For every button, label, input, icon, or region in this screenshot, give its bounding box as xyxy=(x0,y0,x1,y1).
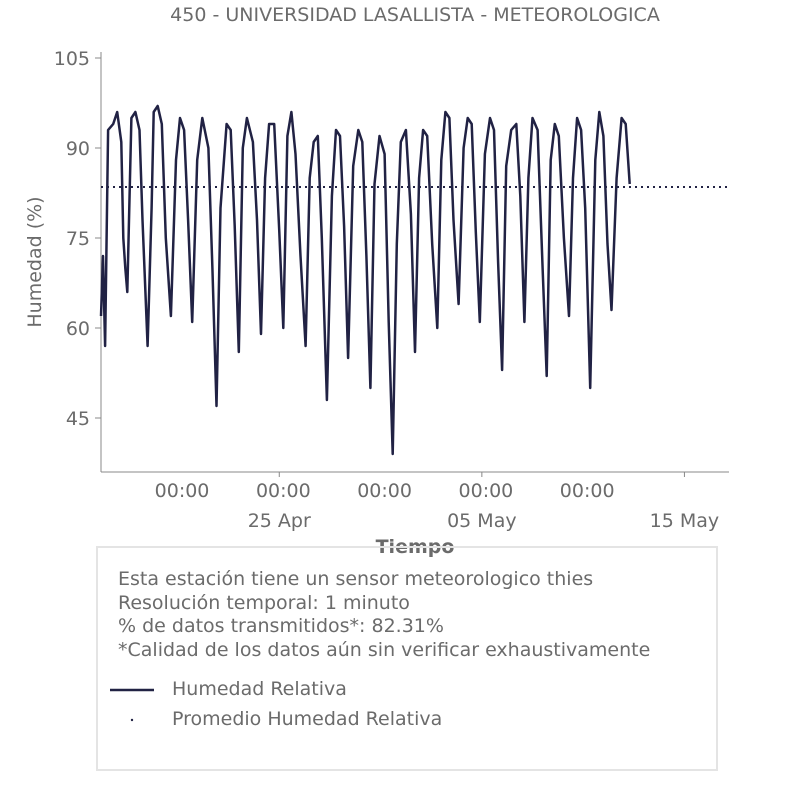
x-major-tick-label: 25 Apr xyxy=(247,510,311,532)
humidity-series-line xyxy=(101,106,630,454)
legend-label-mean: Promedio Humedad Relativa xyxy=(172,708,443,730)
x-minor-tick-label: 00:00 xyxy=(559,480,615,502)
x-minor-tick-label: 00:00 xyxy=(255,480,311,502)
x-minor-tick-label: 00:00 xyxy=(357,480,412,502)
legend-swatch-solid xyxy=(110,680,158,700)
plot-area xyxy=(54,48,729,532)
info-quality-note: *Calidad de los datos aún sin verificar exhaustivamente xyxy=(118,638,651,661)
y-tick-label: 60 xyxy=(65,318,90,340)
chart-title: 450 - UNIVERSIDAD LASALLISTA - METEOROLOGICA xyxy=(170,4,660,26)
y-axis-label: Humedad (%) xyxy=(24,196,46,328)
legend-label-humidity: Humedad Relativa xyxy=(172,678,347,700)
info-text xyxy=(118,568,650,662)
info-sensor: Esta estación tiene un sensor meteorologico thies xyxy=(118,568,594,590)
y-tick-label: 105 xyxy=(53,48,90,70)
x-minor-tick-label: 00:00 xyxy=(154,480,210,502)
x-major-tick-label: 15 May xyxy=(649,510,720,532)
info-box xyxy=(96,546,718,771)
legend-swatch-dotted xyxy=(110,710,158,730)
y-tick-label: 45 xyxy=(65,408,90,430)
x-minor-tick-label: 00:00 xyxy=(458,480,514,502)
x-axis-label: Tiempo xyxy=(375,536,455,558)
info-transmitted: % de datos transmitidos*: 82.31% xyxy=(118,615,444,637)
y-tick-label: 75 xyxy=(65,228,90,250)
y-tick-label: 90 xyxy=(65,138,90,160)
info-resolution: Resolución temporal: 1 minuto xyxy=(118,591,410,614)
x-major-tick-label: 05 May xyxy=(447,510,517,532)
